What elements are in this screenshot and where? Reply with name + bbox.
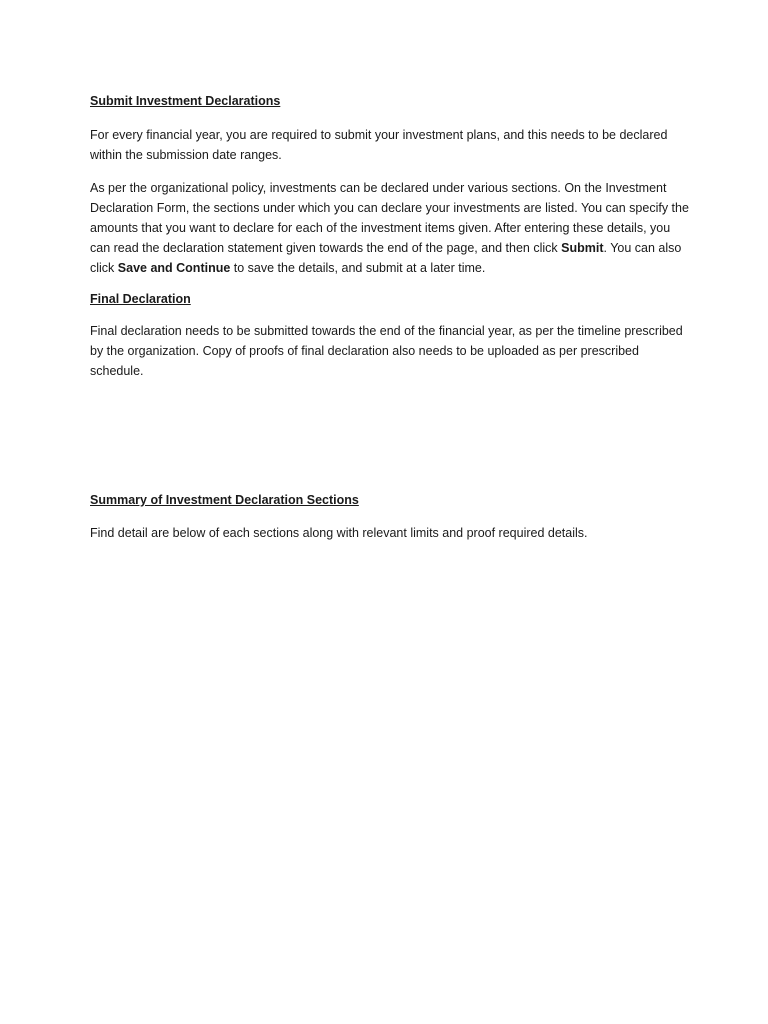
policy-text-part3: to save the details, and submit at a later time. [230, 261, 486, 275]
paragraph-financial-year: For every financial year, you are required to submit your investment plans, and this needs to be declared within the submission date ranges. [90, 128, 668, 162]
policy-text-part1: As per the organizational policy, investments can be declared under various sections. On the Investment Declaration Form, the sections under which you can declare your investments are listed. You can specify the amounts that you want to declare for each of the investment items given. After entering these details, you can read the declaration statement given towards the end of the page, and then click [90, 181, 689, 255]
policy-text-part2: . You can also click [90, 241, 682, 275]
submit-term: Submit [561, 241, 604, 255]
paragraph-organizational-policy [90, 178, 690, 278]
paragraph-final-declaration: Final declaration needs to be submitted towards the end of the financial year, as per the timeline prescribed by the organization. Copy of proofs of final declaration also needs to be uploaded as per prescribed schedule. [90, 324, 683, 378]
save-and-continue-term: Save and Continue [117, 261, 231, 275]
heading-final-declaration: Final Declaration [90, 292, 191, 306]
heading-summary-sections: Summary of Investment Declaration Sections [90, 493, 359, 507]
heading-submit-investment-declarations: Submit Investment Declarations [90, 94, 281, 108]
document-body [90, 92, 690, 543]
paragraph-find-detail: Find detail are below of each sections along with relevant limits and proof required details. [90, 526, 588, 540]
